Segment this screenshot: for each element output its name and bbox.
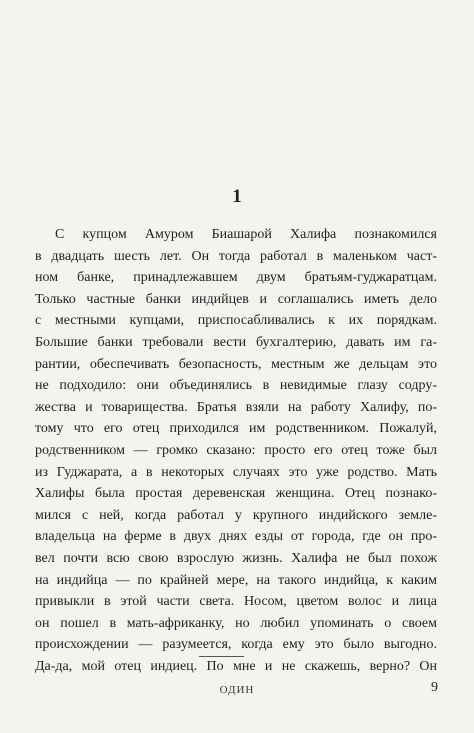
- page-number: 9: [431, 680, 438, 695]
- text-line: рантии, обеспечивать безопасность, местным же дельцам это: [35, 356, 437, 372]
- text-line: мился с ней, когда работал у крупного индийского земле-: [35, 507, 437, 523]
- text-line: привыкли в этой части света. Носом, цветом волос и лица: [35, 594, 437, 610]
- chapter-body-text: [35, 224, 437, 677]
- text-line: Только частные банки индийцев и соглашались иметь дело: [35, 291, 437, 307]
- text-line: вел почти всю свою взрослую жизнь. Халифа не был похож: [35, 550, 437, 566]
- text-line: владельца на ферме в двух днях езды от города, где он про-: [35, 529, 437, 545]
- text-line: Халифы была простая деревенская женщина. Отец познако-: [35, 486, 437, 502]
- text-line: он пошел в мать-африканку, но любил упоминать о своем: [35, 615, 437, 631]
- text-line: Да-да, мой отец индиец. По мне и не скажешь, верно? Он: [35, 658, 437, 674]
- running-title: ОДИН: [219, 684, 255, 696]
- text-line: ном банке, принадлежавшем двум братьям-гуджаратцам.: [35, 270, 437, 286]
- text-line: происхождении — разумеется, когда ему это было выгодно.: [35, 637, 437, 653]
- text-line: жества и товарищества. Братья взяли на работу Халифу, по-: [35, 399, 437, 415]
- text-line: родственником — громко сказано: просто его отец тоже был: [35, 442, 437, 458]
- text-line: из Гуджарата, а в некоторых случаях это уже родство. Мать: [35, 464, 437, 480]
- text-line: С купцом Амуром Биашарой Халифа познакомился: [55, 227, 437, 242]
- text-line: не подходило: они объединялись в невидимые глазу содру-: [35, 378, 437, 394]
- text-line: Большие банки требовали вести бухгалтерию, давать им га-: [35, 334, 437, 350]
- footer-divider: [199, 656, 244, 657]
- text-line: в двадцать шесть лет. Он тогда работал в маленьком част-: [35, 248, 437, 264]
- chapter-number: 1: [232, 186, 242, 207]
- text-line: с местными купцами, приспосабливались к их порядкам.: [35, 313, 437, 329]
- text-line: тому что его отец приходился им родственником. Пожалуй,: [35, 421, 437, 437]
- text-line: на индийца — по крайней мере, на такого индийца, к каким: [35, 572, 437, 588]
